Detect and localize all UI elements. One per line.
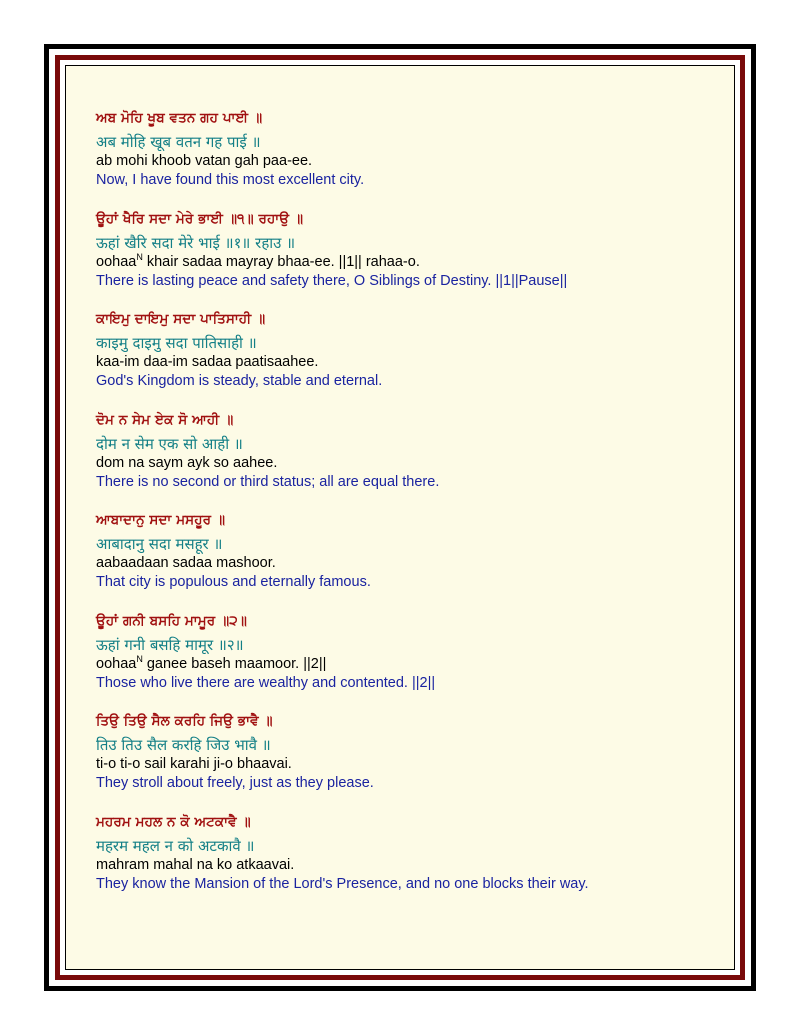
translation-line: Those who live there are wealthy and contented. ||2|| [96,674,436,691]
translation-line: God's Kingdom is steady, stable and eternal. [96,373,383,389]
transliteration-start: oohaa [96,655,137,672]
transliteration-line: mahram mahal na ko atkaavai. [96,856,295,873]
gurmukhi-line: ਮਹਰਮ ਮਹਲ ਨ ਕੋ ਅਟਕਾਵੈ ॥ [96,813,251,830]
translation-line: There is lasting peace and safety there, O Siblings of Destiny. ||1||Pause|| [96,272,568,289]
verse-block [96,410,714,492]
transliteration-line: ab mohi khoob vatan gah paa-ee. [96,153,313,169]
gurmukhi-line: ਕਾਇਮੁ ਦਾਇਮੁ ਸਦਾ ਪਾਤਿਸਾਹੀ ॥ [96,311,266,327]
gurmukhi-line: ਊਹਾਂ ਗਨੀ ਬਸਹਿ ਮਾਮੂਰ ॥੨॥ [96,612,247,629]
verse-block [96,209,714,291]
gurmukhi-line: ਆਬਾਦਾਨੁ ਸਦਾ ਮਸਹੂਰ ॥ [96,512,226,528]
transliteration-line: kaa-im daa-im sadaa paatisaahee. [96,354,319,370]
devanagari-line: ऊहां खैरि सदा मेरे भाई ॥१॥ रहाउ ॥ [96,233,296,252]
translation-line: Now, I have found this most excellent city. [96,172,365,188]
devanagari-line: महरम महल न को अटकावै ॥ [96,836,255,855]
devanagari-line: आबादानु सदा मसहूर ॥ [96,535,223,553]
gurmukhi-line: ਅਬ ਮੋਹਿ ਖੂਬ ਵਤਨ ਗਹ ਪਾਈ ॥ [96,110,263,126]
translation-line: That city is populous and eternally famous. [96,574,371,590]
transliteration-line: ti-o ti-o sail karahi ji-o bhaavai. [96,756,292,772]
translation-line: They know the Mansion of the Lord's Presence, and no one blocks their way. [96,875,589,892]
transliteration-start: oohaa [96,253,137,270]
verse-block [96,108,714,190]
transliteration-line: dom na saym ayk so aahee. [96,454,278,471]
devanagari-line: तिउ तिउ सैल करहि जिउ भावै ॥ [96,736,271,754]
gurmukhi-line: ਊਹਾਂ ਖੈਰਿ ਸਦਾ ਮੇਰੇ ਭਾਈ ॥੧॥ ਰਹਾਉ ॥ [96,210,304,227]
devanagari-line: ऊहां गनी बसहि मामूर ॥२॥ [96,635,244,654]
verse-block [96,812,714,894]
gurmukhi-line: ਦੋਮ ਨ ਸੇਮ ਏਕ ਸੋ ਆਹੀ ॥ [96,411,234,428]
page-border-red [55,55,745,980]
devanagari-line: दोम न सेम एक सो आही ॥ [96,434,243,453]
transliteration-rest: khair sadaa mayray bhaa-ee. ||1|| rahaa-o. [142,253,420,270]
translation-line: They stroll about freely, just as they please. [96,775,374,791]
page-border-outer [44,44,756,991]
transliteration-rest: ganee baseh maamoor. ||2|| [142,655,327,672]
transliteration-line: aabaadaan sadaa mashoor. [96,555,276,571]
gurmukhi-line: ਤਿਉ ਤਿਉ ਸੈਲ ਕਰਹਿ ਜਿਉ ਭਾਵੈ ॥ [96,713,273,729]
nasal-superscript: N [136,251,143,262]
devanagari-line: काइमु दाइमु सदा पातिसाही ॥ [96,334,257,352]
verse-block [96,711,714,793]
verse-block [96,611,714,693]
translation-line: There is no second or third status; all are equal there. [96,473,440,490]
nasal-superscript: N [136,653,143,664]
verse-list [96,108,714,912]
devanagari-line: अब मोहि खूब वतन गह पाई ॥ [96,133,261,151]
transliteration-line [96,253,714,272]
verse-block [96,309,714,391]
verse-block [96,510,714,592]
transliteration-line [96,655,714,674]
page-border-inner [65,65,735,970]
